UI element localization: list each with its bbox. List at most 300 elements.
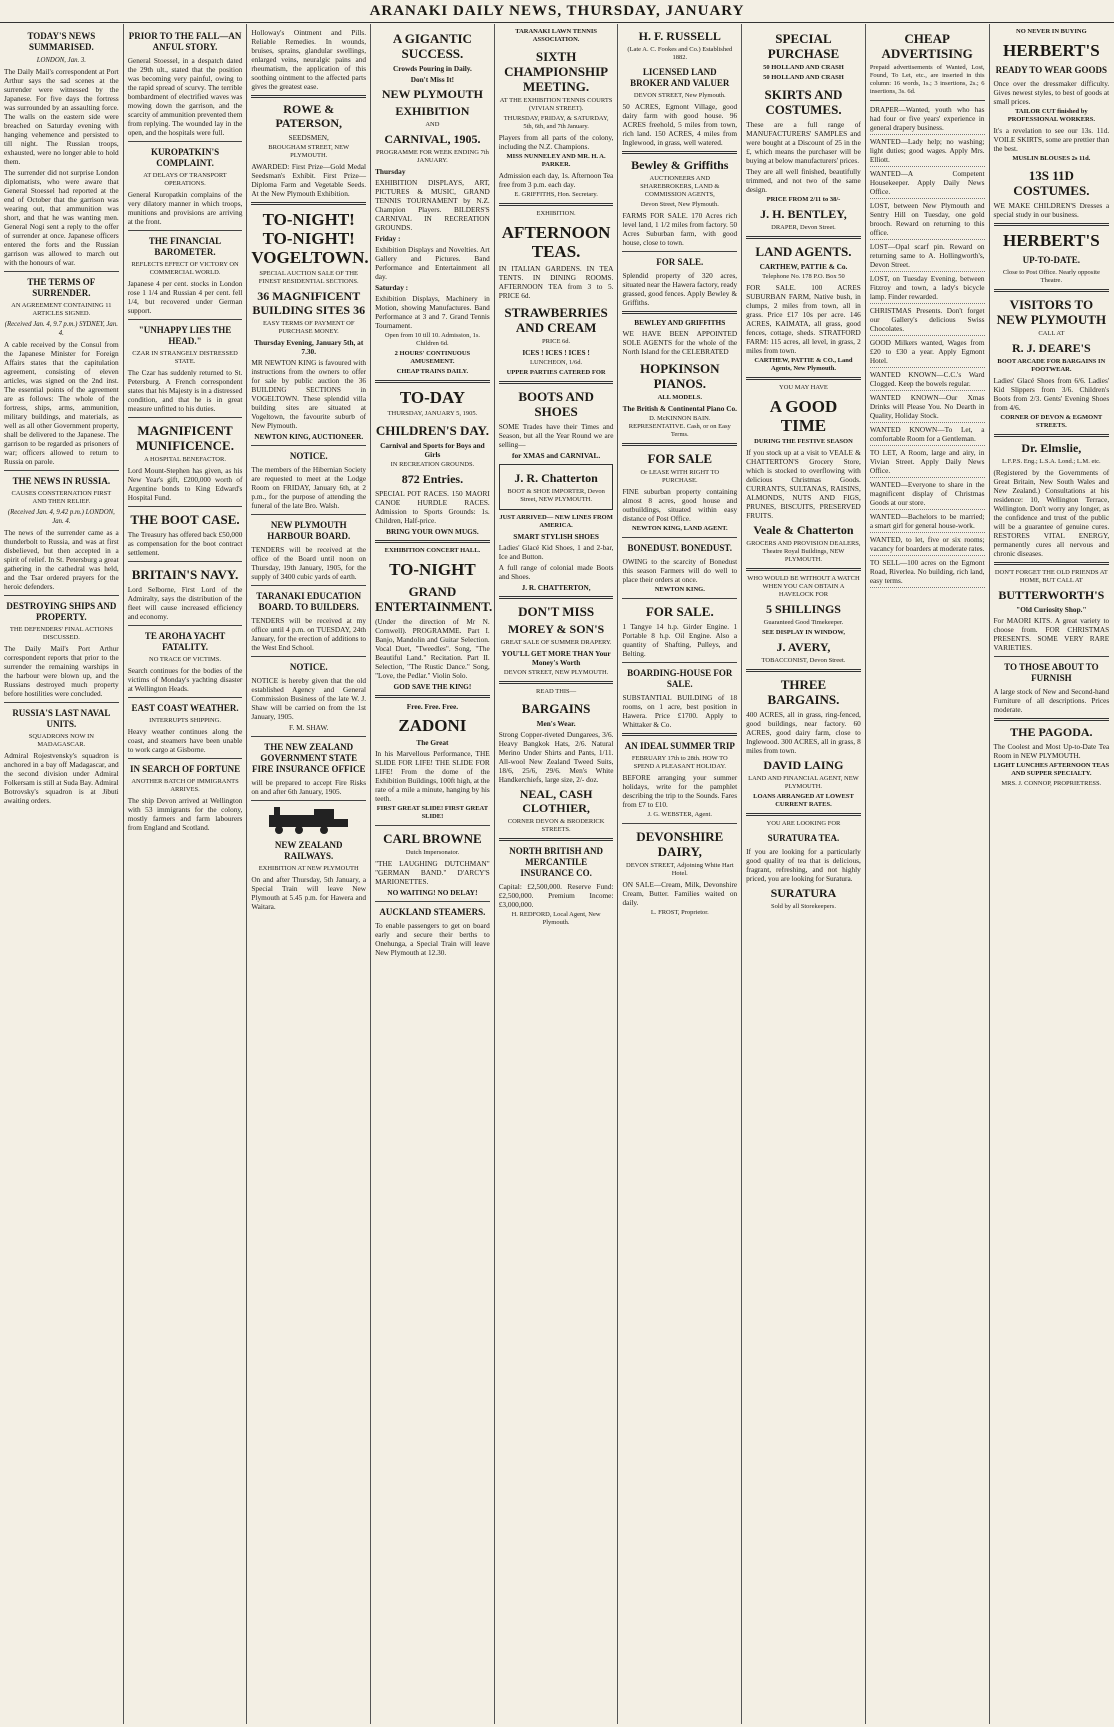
- advert-text: Once over the dressmaker difficulty. Gives newest styles, to best of goods at small prices.: [993, 79, 1110, 106]
- advert-title: CHILDREN'S DAY.: [375, 423, 489, 438]
- divider: [128, 417, 243, 418]
- advert-sub: SMART STYLISH SHOES: [513, 532, 599, 541]
- subheadline: NO TRACE OF VICTIMS.: [149, 656, 222, 663]
- divider: [251, 800, 366, 801]
- advert-title: "Old Curiosity Shop.": [1016, 605, 1087, 614]
- advert-text: IN ITALIAN GARDENS. IN TEA TENTS. IN DINING ROOMS. AFTERNOON TEA from 3 to 5. PRICE 6d.: [498, 264, 614, 300]
- divider: [128, 506, 243, 507]
- article-text: General Stoessel, in a despatch dated the 29th ult., stated that the position was becoming very painful, owing to the rapid spread of scurvy. The terrible bombardment of electrified waves was mowing down the garrison, and the scarcity of ammunition prevented them from replying. The wounded lay in the open, and the hospitals were full.: [127, 56, 243, 137]
- advert-headline: AN IDEAL SUMMER TRIP: [624, 741, 735, 751]
- advert-name: J. AVERY,: [776, 640, 831, 654]
- headline: EAST COAST WEATHER.: [131, 703, 239, 713]
- advert-name: HERBERT'S: [1002, 231, 1100, 250]
- divider: [128, 141, 243, 142]
- advert-text: for XMAS and CARNIVAL.: [512, 451, 601, 460]
- subheadline: REFLECTS EFFECT OF VICTORY ON COMMERCIAL WORLD.: [131, 261, 239, 276]
- advert-day: Saturday :: [375, 283, 409, 292]
- advert-name: ROWE & PATERSON,: [275, 102, 342, 130]
- divider: [251, 585, 366, 586]
- advert-text: FIRST GREAT SLIDE! FIRST GREAT SLIDE!: [376, 805, 489, 820]
- article-text: Japanese 4 per cent. stocks in London rose 1 1/4 and Russian 4 per cent. fell 1/4, but recovered under German support.: [127, 279, 243, 315]
- column-6: [618, 24, 742, 1724]
- advert-text: CHEAP TRAINS DAILY.: [396, 368, 469, 375]
- advert-name: THE PAGODA.: [1010, 725, 1093, 739]
- advert-number: 36 MAGNIFICENT BUILDING SITES 36: [252, 289, 366, 317]
- headline: BRITAIN'S NAVY.: [131, 567, 239, 582]
- notice-text: TENDERS will be received at my office until 4 p.m. on TUESDAY, 24th January, for the erection of additions to the West End School.: [251, 616, 367, 652]
- advert-title: GRAND ENTERTAINMENT.: [375, 584, 493, 614]
- divider: [746, 236, 861, 239]
- advert-sign: E. GRIFFITHS, Hon. Secretary.: [514, 191, 598, 198]
- notice-text: The members of the Hibernian Society are requested to meet at the Lodge Room on FRIDAY, January 6th, at 2 p.m., for the purpose of attending the funeral of the late Bro. Walsh.: [251, 465, 367, 510]
- advert-title: HOPKINSON PIANOS.: [640, 361, 720, 391]
- article-text: The ship Devon arrived at Wellington with 53 immigrants for the colony, mostly farmers and farm labourers from England and Scotland.: [127, 796, 243, 832]
- advert-text: ICES ! ICES ! ICES !: [522, 348, 590, 357]
- advert-text: If you stock up at a visit to VEALE & CHATTERTON'S Grocery Store, which is stocked to overflowing with delicious Christmas Goods. CURRANTS, SULTANAS, RAISINS, ALMONDS, NUTS AND FIGS, PRUNES, BISCUITS, PRESERVED FRUITS.: [746, 448, 861, 520]
- advert-text: LIGHT LUNCHES AFTERNOON TEAS AND SUPPER SPECIALTY.: [993, 762, 1110, 777]
- divider: [622, 662, 737, 663]
- advert-day: Thursday: [375, 167, 406, 176]
- divider: [375, 695, 490, 698]
- divider: [375, 825, 490, 826]
- subheadline: AN AGREEMENT CONTAINING 11 ARTICLES SIGNED.: [11, 302, 112, 317]
- advert-sign: NEWTON KING, LAND AGENT.: [631, 525, 728, 532]
- advert-text: EASY TERMS OF PAYMENT OF PURCHASE MONEY.: [262, 320, 355, 335]
- advert-text: 400 ACRES, all in grass, ring-fenced, good buildings, near factory. 60 ACRES, good dairy farm, close to Inglewood. 300 ACRES, all in grass, 8 miles from town.: [746, 710, 861, 755]
- advert-headline: LAND AGENTS.: [755, 244, 852, 259]
- advert-text: LOANS ARRANGED AT LOWEST CURRENT RATES.: [753, 793, 854, 808]
- divider: [622, 151, 737, 154]
- advert-headline: ZADONI: [398, 716, 467, 735]
- advert-sub: EXHIBITION.: [536, 210, 576, 217]
- divider: [499, 596, 614, 599]
- advert-sub: DON'T FORGET THE OLD FRIENDS AT HOME, BUT CALL AT: [994, 569, 1108, 584]
- column-9: [990, 24, 1114, 1724]
- advert-headline: TO THOSE ABOUT TO FURNISH: [1004, 662, 1099, 683]
- column-5: [495, 24, 619, 1724]
- advert-name: Dr. Elmslie,: [1021, 441, 1082, 455]
- advert-text: BEFORE arranging your summer holidays, write for the pamphlet describing the trip to the Sounds. Fares from £7 to £10.: [622, 773, 738, 809]
- divider: [994, 718, 1110, 721]
- advert-name: J. R. Chatterton: [514, 471, 598, 485]
- advert-title: CARNIVAL, 1905.: [384, 132, 481, 146]
- classified-item: WANTED—Everyone to share in the magnificent display of Christmas Goods at our store.: [870, 480, 985, 510]
- advert-sub: Or LEASE WITH RIGHT TO PURCHASE.: [640, 469, 720, 484]
- article-text: The Daily Mail's correspondent at Port Arthur says the sad scenes at the surrender were witnessed by the Japanese. For five days the fortress was surrounded by an assaulting force. The walls on the eastern side were breached on Saturday evening with hanging vehemence and persisted to till night. The Russian troops, exhausted, were no longer able to hold them.: [4, 67, 119, 166]
- advert-sub: YOU ARE LOOKING FOR: [766, 820, 841, 827]
- dateline: (Received Jan. 4, 9.7 p.m.) SYDNEY, Jan. 4.: [4, 321, 118, 337]
- article-text: The surrender did not surprise London diplomatists, who were aware that General Stoessel had reported at the end of October that the garrison was wearing out, that ammunition was short, and that he was wanting men. General Nogi sent a reply to the offer of surrender at once. Japanese officers entered the forts and the Russian garrison was allowed to march out with the honours of war.: [4, 168, 119, 267]
- advert-text: FARMS FOR SALE. 170 Acres rich level land, 1 1/2 miles from factory. 50 Acres Suburban farm, with good house, close to town.: [622, 211, 738, 247]
- advert-text: LUNCHEON, 1/6d.: [530, 359, 583, 366]
- divider: [499, 838, 614, 841]
- advert-headline: TO-DAY: [399, 388, 465, 407]
- advert-sub: LAND AND FINANCIAL AGENT, NEW PLYMOUTH.: [748, 775, 859, 790]
- advert-sub: EXHIBITION CONCERT HALL.: [384, 547, 481, 554]
- notice-head: TARANAKI EDUCATION BOARD. TO BUILDERS.: [256, 591, 362, 612]
- divider: [375, 380, 490, 383]
- advert-text: UPPER PARTIES CATERED FOR: [506, 369, 606, 376]
- divider: [128, 625, 243, 626]
- advert-text: WE HAVE BEEN APPOINTED SOLE AGENTS for the whole of the North Island for the CELEBRATED: [622, 329, 738, 356]
- advert-headline: DON'T MISS: [518, 604, 595, 619]
- advert-text: NO WAITING! NO DELAY!: [387, 888, 478, 897]
- divider: [375, 540, 490, 543]
- advert-text: 50 HOLLAND AND CRASH: [763, 64, 844, 71]
- advert-text: Ladies' Glacé Shoes from 6/6. Ladies' Kid Slippers from 3/6. Children's Boots from 2/3. Gents' Evening Shoes from 4/6.: [993, 376, 1110, 412]
- article-text: The Treasury has offered back £50,000 as compensation for the boot contract settlement.: [127, 530, 243, 557]
- advert-text: Players from all parts of the colony, including the N.Z. Champions.: [498, 133, 614, 151]
- advert-sub: The Great: [416, 738, 449, 747]
- advert-text: ALL MODELS.: [657, 394, 702, 401]
- advert-name: R. J. DEARE'S: [1012, 341, 1091, 355]
- advert-title: UP-TO-DATE.: [1022, 255, 1081, 265]
- advert-headline: VISITORS TO NEW PLYMOUTH: [996, 297, 1107, 327]
- divider: [251, 445, 366, 446]
- advert-text: PRICE 6d.: [542, 338, 571, 345]
- advert-headline: SPECIAL PURCHASE: [767, 31, 840, 61]
- article-text: Lord Selborne, First Lord of the Admiralty, says the distribution of the fleet will cause increased efficiency and economy.: [127, 585, 243, 621]
- headline: RUSSIA'S LAST NAVAL UNITS.: [12, 708, 111, 729]
- advert-address: DEVON STREET, New Plymouth.: [633, 92, 726, 99]
- advert-text: ON SALE—Cream, Milk, Devonshire Cream, Butter. Families waited on daily.: [622, 880, 738, 907]
- advert-title: READY TO WEAR GOODS: [995, 65, 1108, 75]
- divider: [994, 656, 1110, 657]
- advert-text: OWING to the scarcity of Bonedust this season Farmers will do well to place their orders at once.: [622, 557, 738, 584]
- divider: [251, 95, 366, 98]
- divider: [994, 223, 1110, 226]
- advert-text: The Coolest and Most Up-to-Date Tea Room in NEW PLYMOUTH.: [993, 742, 1110, 760]
- advert-text: 1 Tangye 14 h.p. Girder Engine. 1 Portable 8 h.p. Oil Engine. Also a quantity of Shafting, Pulleys, and Belting.: [622, 622, 738, 658]
- advert-sub: DURING THE FESTIVE SEASON: [754, 438, 853, 445]
- advert-text: PROGRAMME FOR WEEK ENDING 7th JANUARY.: [375, 149, 489, 164]
- divider: [622, 733, 737, 736]
- advert-name: SURATURA: [770, 886, 837, 900]
- classified-item: GOOD Milkers wanted, Wages from £20 to £30 a year. Apply Egmont Hotel.: [870, 338, 985, 368]
- advert-text: 2 HOURS' CONTINUOUS AMUSEMENT.: [394, 350, 471, 365]
- advert-text: YOU'LL GET MORE THAN Your Money's Worth: [501, 649, 611, 667]
- advert-sub: Carnival and Sports for Boys and Girls: [380, 441, 485, 459]
- classified-item: LOST, between New Plymouth and Sentry Hill on Tuesday, one gold brooch. Reward on returning to this office.: [870, 201, 985, 240]
- advert-text: BRING YOUR OWN MUGS.: [386, 527, 479, 536]
- advert-text: "THE LAUGHING DUTCHMAN" "GERMAN BAND." D'ARCY'S MARIONETTES.: [375, 859, 490, 886]
- advert-sign: L. FROST, Proprietor.: [650, 909, 709, 916]
- advert-date: THURSDAY, JANUARY 5, 1905.: [387, 410, 478, 417]
- advert-headline: TO-NIGHT: [389, 560, 476, 579]
- headline: TE AROHA YACHT FATALITY.: [144, 631, 226, 652]
- advert-text: Exhibition Displays and Novelties. Art Gallery and Pictures. Band Performance and Entertainment all day.: [375, 245, 490, 281]
- advert-headline: SURATURA TEA.: [767, 833, 840, 843]
- advert-sub: READ THIS—: [536, 688, 577, 695]
- headline: TODAY'S NEWS SUMMARISED.: [27, 31, 96, 52]
- advert-text: 50 HOLLAND AND CRASH: [763, 74, 844, 81]
- advert-sign: MRS. J. CONNOP, PROPRIETRESS.: [1001, 780, 1102, 787]
- advert-sub: NO NEVER IN BUYING: [1016, 28, 1087, 35]
- advert-sign: H. REDFORD, Local Agent, New Plymouth.: [511, 911, 601, 926]
- advert-title: NEW PLYMOUTH: [381, 87, 483, 101]
- divider: [622, 251, 737, 252]
- subheadline: THE DEFENDERS' FINAL ACTIONS DISCUSSED.: [9, 626, 113, 641]
- notice-text: NOTICE is hereby given that the old established Agency and General Commission Business of the late W. J. Shaw will be carried on from the 1st January, 1905.: [251, 676, 367, 721]
- subheadline: A HOSPITAL BENEFACTOR.: [144, 456, 226, 463]
- advert-sub: L.F.P.S. Eng.; L.S.A. Lond.; L.M. etc.: [1002, 458, 1101, 465]
- divider: [746, 377, 861, 380]
- advert-sign: J. G. WEBSTER, Agent.: [647, 811, 712, 818]
- subheadline: INTERRUPTS SHIPPING.: [149, 717, 221, 724]
- article-text: Heavy weather continues along the coast, and steamers have been unable to work cargo at Gisborne.: [127, 727, 243, 754]
- advert-text: For MAORI KITS. A great variety to choose from. FOR CHRISTMAS PRESENTS. SOME VERY RARE VARIETIES.: [993, 616, 1110, 652]
- classified-item: TO LET, A Room, large and airy, in Vivian Street. Apply Daily News Office.: [870, 448, 985, 478]
- classified-item: WANTED—A Competent Housekeeper. Apply Daily News Office.: [870, 169, 985, 199]
- divider: [128, 758, 243, 759]
- article-text: General Kuropatkin complains of the very dilatory manner in which troops, munitions and provisions are arriving at the front.: [127, 190, 243, 226]
- advert-text: EXHIBITION DISPLAYS, ART, PICTURES & MUSIC, GRAND TENNIS TOURNAMENT by N.Z. Champion Players. BILDERS'S CARNIVAL IN RECREATION GROUNDS.: [375, 178, 490, 232]
- divider: [4, 271, 119, 272]
- advert-text: D. McKINNON BAIN. REPRESENTATIVE. Cash, or on Easy Terms.: [628, 415, 731, 438]
- advert-text: Exhibition Displays, Machinery in Motion, showing Manufactures. Band Performance at 3 and 7. Grand Tennis Tournament.: [375, 294, 490, 330]
- advert-price: MUSLIN BLOUSES 2s 11d.: [1012, 155, 1091, 162]
- classified-item: WANTED KNOWN—C.C.'s Ward Clogged. Keep the bowels regular.: [870, 370, 985, 391]
- advert-text: Open from 10 till 10. Admission, 1s. Children 6d.: [384, 332, 480, 347]
- headline: PRIOR TO THE FALL—AN ANFUL STORY.: [128, 31, 242, 52]
- advert-address: BOOT & SHOE IMPORTER, Devon Street, NEW PLYMOUTH.: [507, 488, 605, 503]
- classified-item: CHRISTMAS Presents. Don't forget our Gallery's delicious Swiss Chocolates.: [870, 306, 985, 336]
- advert-sub: GROCERS AND PROVISION DEALERS, Theatre Royal Buildings, NEW PLYMOUTH.: [746, 540, 861, 563]
- column-3: [247, 24, 371, 1724]
- divider: [499, 203, 614, 206]
- masthead: ARANAKI DAILY NEWS, THURSDAY, JANUARY: [0, 0, 1114, 23]
- train-icon: [264, 805, 354, 835]
- advert-name: HERBERT'S: [1002, 41, 1100, 60]
- advert-text: 50 ACRES, Egmont Village, good dairy farm with good house. 96 ACRES freehold, 5 miles from town, rich land. 150 ACRES, 4 miles from Inglewood, in grass, well watered.: [622, 102, 738, 147]
- divider: [994, 289, 1110, 292]
- subheadline: ANOTHER BATCH OF IMMIGRANTS ARRIVES.: [131, 778, 239, 793]
- advert-sub: Men's Wear.: [536, 719, 576, 728]
- advert-sign: J. R. CHATTERTON,: [521, 583, 591, 592]
- advert-text: Strong Copper-riveted Dungarees, 3/6. Heavy Bangkok Hats, 2/6. Natural Merino Under Shirts and Pants, 1/11. All-wool New Zealand Tweed Suits, 18/6, 25/6, 29/6. Men's White Handkerchiefs, large size, 2/- doz.: [498, 730, 614, 784]
- advert-text: In his Marvellous Performance, THE SLIDE FOR LIFE! THE SLIDE FOR LIFE! From the dome of the Exhibition Buildings, 100ft high, at the rate of a mile a minute, hanging by his teeth.: [375, 749, 490, 803]
- divider: [128, 561, 243, 562]
- notice-sign: F. M. SHAW.: [289, 723, 329, 732]
- classified-item: WANTED KNOWN—To Let, a comfortable Room for a Gentleman.: [870, 425, 985, 446]
- advert-text: If you are looking for a particularly good quality of tea that is delicious, fragrant, refreshing, and not highly priced, you are looking for Suratura.: [746, 847, 861, 883]
- column-2: [124, 24, 248, 1724]
- advert-headline: FOR SALE: [647, 451, 713, 466]
- divider: [746, 813, 861, 816]
- advert-text: A full range of colonial made Boots and Shoes.: [498, 563, 614, 581]
- advert-title: 13S 11D COSTUMES.: [1013, 168, 1090, 198]
- advert-sub: Close to Post Office. Nearly opposite Theatre.: [1002, 269, 1100, 284]
- article-text: Search continues for the bodies of the victims of Monday's yachting disaster at Wellington Heads.: [127, 666, 243, 693]
- advert-text: A large stock of New and Second-hand Furniture of all descriptions. Prices moderate.: [993, 687, 1110, 714]
- classified-item: LOST, on Tuesday Evening, between Fitzroy and town, a lady's bicycle lamp. Finder rewarded.: [870, 274, 985, 304]
- advert-name: DAVID LAING: [763, 758, 844, 772]
- advert-name: CARTHEW, PATTIE & Co.: [759, 262, 848, 271]
- advert-sub: (Late A. C. Fookes and Co.) Established 1882.: [627, 46, 733, 61]
- headline: THE BOOT CASE.: [130, 512, 240, 527]
- headline: DESTROYING SHIPS AND PROPERTY.: [6, 601, 117, 622]
- advert-sub: Don't Miss It!: [410, 75, 455, 84]
- advert-title: SKIRTS AND COSTUMES.: [764, 87, 843, 117]
- advert-sub: Free. Free. Free.: [406, 702, 459, 711]
- notice-text: will be prepared to accept Fire Risks on and after 6th January, 1905.: [251, 778, 367, 796]
- advert-sub: SEEDSMEN,: [288, 133, 329, 142]
- advert-title: 872 Entries.: [401, 472, 464, 486]
- article-text: The Daily Mail's Port Arthur correspondent reports that prior to the surrender the remaining warships in the harbour were blown up, and the Russians destroyed much property before hostilities were concluded.: [4, 644, 119, 698]
- advert-text: MR NEWTON KING is favoured with instructions from the owners to offer for sale by public auction the 36 BUILDING SECTIONS in VOGELTOWN. These splendid villa building sites are situated at Vogeltown, the favourite suburb of New Plymouth.: [251, 358, 367, 430]
- advert-text: To enable passengers to get on board early and secure their berths to Onehunga, a Special Train will leave New Plymouth at 12.30.: [375, 921, 490, 957]
- advert-sub: DRAPER, Devon Street.: [771, 224, 836, 231]
- advert-headline: LICENSED LAND BROKER AND VALUER: [630, 67, 730, 88]
- divider: [622, 443, 737, 446]
- divider: [4, 595, 119, 596]
- divider: [251, 656, 366, 657]
- article-text: A cable received by the Consul from the Japanese Minister for Foreign Affairs states that the capitulation agreement, consisting of eleven articles, was signed on the 2nd inst. The essential points of the agreement are as follows: The whole of the fortress, ships, arms, ammunition, military buildings, and materials, as well as all other Government property, shall be delivered to the Japanese. The garrison to be regarded as prisoners of war; officers allowed to return to Russia on parole.: [4, 340, 119, 466]
- notice-head: NOTICE.: [289, 451, 328, 461]
- classified-item: DRAPER—Wanted, youth who has had four or five years' experience in general drapery business.: [870, 105, 985, 135]
- advert-sub: AUCTIONEERS AND SHAREBROKERS, LAND & COMMISSION AGENTS,: [640, 175, 720, 198]
- advert-text: AT THE EXHIBITION TENNIS COURTS (VIVIAN STREET).: [499, 97, 613, 112]
- advert-headline: TO-NIGHT! TO-NIGHT! VOGELTOWN.: [251, 210, 369, 267]
- advert-text: TAILOR CUT finished by PROFESSIONAL WORKERS.: [1007, 108, 1095, 123]
- advert-title: STRAWBERRIES AND CREAM: [504, 305, 608, 335]
- headline: "UNHAPPY LIES THE HEAD.": [138, 325, 232, 346]
- divider: [499, 381, 614, 384]
- headline: IN SEARCH OF FORTUNE: [129, 764, 241, 774]
- advert-text: It's a revelation to see our 13s. 11d. VOILE SKIRTS, some are prettier than the best.: [993, 126, 1110, 153]
- advert-text: Admission each day, 1s. Afternoon Tea free from 3 p.m. each day.: [498, 171, 614, 189]
- column-7: [742, 24, 866, 1724]
- advert-text: Sold by all Storekeepers.: [770, 903, 836, 910]
- notice-sub: EXHIBITION AT NEW PLYMOUTH: [258, 865, 359, 872]
- advert-text: IN RECREATION GROUNDS.: [390, 461, 475, 468]
- advert-name: BUTTERWORTH'S: [998, 588, 1105, 602]
- advert-address: DEVON STREET, Adjoining White Hart Hotel.: [626, 862, 734, 877]
- advert-box: [499, 464, 614, 510]
- advert-text: MISS NUNNELEY AND MR. H. A. PARKER.: [506, 153, 606, 168]
- advert-address: BROUGHAM STREET, NEW PLYMOUTH.: [268, 144, 350, 159]
- advert-text: (Registered by the Governments of Great Britain, New South Wales and New Zealand.) Consultations at his residence: 10, Wellington Terrace, Wellington. Don't worry any longer, as the confidence and trust of the public will be a guarantee of genuine cures. RESTORES VITAL ENERGY, permanently cures all nervous and chronic diseases.: [993, 468, 1110, 558]
- advert-text: SUBSTANTIAL BUILDING of 18 rooms, on 1 acre, best position in Hawera. Price £1700. Apply to Whittaker & Co.: [622, 693, 738, 729]
- divider: [251, 736, 366, 737]
- headline: KUROPATKIN'S COMPLAINT.: [150, 147, 220, 168]
- divider: [251, 202, 366, 205]
- subheadline: CZAR IN STRANGELY DISTRESSED STATE.: [132, 350, 238, 365]
- advert-text: WE MAKE CHILDREN'S Dresses a special study in our business.: [993, 201, 1110, 219]
- advert-day: Friday :: [375, 234, 401, 243]
- divider: [251, 514, 366, 515]
- advert-headline: A GIGANTIC SUCCESS.: [392, 31, 472, 61]
- advert-headline: DEVONSHIRE DAIRY,: [636, 829, 724, 859]
- advert-sub: YOU MAY HAVE: [779, 384, 828, 391]
- advert-date: THURSDAY, FRIDAY, & SATURDAY, 5th, 6th, and 7th January.: [503, 115, 609, 130]
- advert-name: NEAL, CASH CLOTHIER,: [519, 787, 593, 815]
- advert-name: BEWLEY AND GRIFFITHS: [634, 318, 726, 327]
- advert-text: FINE suburban property containing almost 8 acres, good house and outbuildings, situated within easy distance of Post Office.: [622, 487, 738, 523]
- classified-item: WANTED, to let, five or six rooms; vacancy for boarders at moderate rates.: [870, 535, 985, 556]
- divider: [4, 470, 119, 471]
- divider: [994, 434, 1110, 437]
- advert-price: 5 SHILLINGS: [765, 602, 841, 616]
- notice-head: THE NEW ZEALAND GOVERNMENT STATE FIRE INSURANCE OFFICE: [251, 742, 366, 774]
- advert-text: AWARDED: First Prize—Gold Medal Seedsman's Exhibit. First Prize—Diploma Farm and Vegetable Seeds. At the New Plymouth Exhibition.: [251, 162, 367, 198]
- advert-headline: SIXTH CHAMPIONSHIP MEETING.: [504, 49, 609, 94]
- article-text: Admiral Rojestvensky's squadron is anchored in a bay off Madagascar, and the second division under Admiral Folkersam is still at Suda Bay. Admiral Botrovsky's squadron is at Jibuti awaiting orders.: [4, 751, 119, 805]
- advert-sub: Dutch Impersonator.: [405, 849, 460, 856]
- advert-headline: BARGAINS: [521, 701, 591, 716]
- classified-item: WANTED—Bachelors to be married; a smart girl for general house-work.: [870, 512, 985, 533]
- advert-text: SPECIAL POT RACES. 150 MAORI CANOE HURDLE RACES. Admission to Sports Grounds: 1s. Children, Half-price.: [375, 489, 490, 525]
- advert-date: Thursday Evening, January 5th, at 7.30.: [254, 338, 364, 356]
- advert-sub: JUST ARRIVED— NEW LINES FROM AMERICA.: [499, 514, 613, 529]
- divider: [622, 598, 737, 599]
- advert-headline: FOR SALE.: [656, 257, 704, 267]
- column-8: [866, 24, 990, 1724]
- article-text: Lord Mount-Stephen has given, as his New Year's gift, £200,000 worth of Argentine bonds to King Edward's Hospital Fund.: [127, 466, 243, 502]
- advert-name: Bewley & Griffiths: [631, 158, 729, 172]
- headline: THE FINANCIAL BAROMETER.: [148, 236, 222, 257]
- advert-address: CORNER OF DEVON & EGMONT STREETS.: [1000, 414, 1103, 429]
- advert-text: WHO WOULD BE WITHOUT A WATCH WHEN YOU CAN OBTAIN A HAVELOCK FOR: [747, 575, 860, 598]
- advert-text: SPECIAL AUCTION SALE OF THE FINEST RESIDENTIAL SECTIONS.: [258, 270, 359, 285]
- subheadline: CAUSES CONSTERNATION FIRST AND THEN RELIEF.: [11, 490, 112, 505]
- advert-headline: FOR SALE.: [645, 604, 714, 619]
- advert-text: GREAT SALE OF SUMMER DRAPERY.: [500, 639, 612, 646]
- advert-headline: BOOTS AND SHOES: [518, 389, 594, 419]
- divider: [622, 537, 737, 538]
- classified-item: WANTED—Lady help; no washing; light duties; good wages. Apply Mrs. Elliott.: [870, 137, 985, 167]
- subheadline: SQUADRONS NOW IN MADAGASCAR.: [28, 733, 94, 748]
- advert-sign: NEWTON KING.: [654, 586, 705, 593]
- advert-name: Veale & Chatterton: [753, 523, 854, 537]
- advert-headline: NORTH BRITISH AND MERCANTILE INSURANCE CO.: [509, 846, 603, 878]
- column-1: [0, 24, 124, 1724]
- advert-sign: CARTHEW, PATTIE & CO., Land Agents, New Plymouth.: [754, 357, 853, 372]
- advert-sub: TARANAKI LAWN TENNIS ASSOCIATION.: [515, 28, 597, 43]
- advert-text: Capital: £2,500,000. Reserve Fund: £2,500,000. Premium Income: £3,000,000.: [498, 882, 614, 909]
- advert-name: H. F. RUSSELL: [638, 29, 721, 43]
- advert-text: SEE DISPLAY IN WINDOW,: [761, 629, 845, 636]
- article-text: Holloway's Ointment and Pills. Reliable Remedies. In wounds, bruises, sprains, glandular swellings, enlarged veins, neuralgic pains and rheumatism, the application of this soothing ointment to the affected parts gives the greatest ease.: [251, 28, 367, 91]
- advert-text: Splendid property of 320 acres, situated near the Hawera factory, ready grassed, good fences. Apply Bewley & Griffiths.: [622, 271, 738, 307]
- advert-text: FOR SALE. 100 ACRES SUBURBAN FARM, Native bush, in clumps, 2 miles from town, all in grass. Price £17 10s per acre. 146 ACRES, KAIMATA, all grass, good fences, cottage, sheds. STRATFORD FARM: 115 acres, all level, in grass, 2 miles from town.: [746, 283, 861, 355]
- advert-address: DEVON STREET, NEW PLYMOUTH.: [503, 669, 609, 676]
- advert-headline: BOARDING-HOUSE FOR SALE.: [627, 668, 733, 689]
- advert-text: (Under the direction of Mr N. Cornwell). PROGRAMME. Part I. Banjo, Mandolin and Guitar Selection. Vocal Duet, "Tweedles". Song, "The Beautiful Land." Recitation. Part II. Selection, "The Rustic Dance." Song, "Love, the Pedlar." Violin Solo.: [375, 617, 490, 680]
- advert-address: CORNER DEVON & BRODERICK STREETS.: [507, 818, 605, 833]
- advert-headline: AFTERNOON TEAS.: [501, 223, 611, 261]
- advert-text: Ladies' Glacé Kid Shoes, 1 and 2-bar, Ice and Button.: [498, 543, 614, 561]
- classified-item: LOST—Opal scarf pin. Reward on returning same to A. Hollingworth's, Devon Street.: [870, 242, 985, 272]
- advert-contact: Telephone No. 178 P.O. Box 50: [762, 273, 845, 280]
- advert-sub: BOOT ARCADE FOR BARGAINS IN FOOTWEAR.: [997, 358, 1106, 373]
- divider: [622, 823, 737, 824]
- advert-text: Guaranteed Good Timekeeper.: [763, 619, 844, 626]
- notice-text: TENDERS will be received at the office of the Board until noon on Thursday, 19th January, 1905, for the supply of 3400 cubic yards of earth.: [251, 545, 367, 581]
- divider: [128, 230, 243, 231]
- headline: MAGNIFICENT MUNIFICENCE.: [136, 423, 234, 453]
- divider: [375, 901, 490, 902]
- advert-text: AND: [425, 121, 440, 128]
- advert-title: EXHIBITION: [395, 104, 470, 118]
- divider: [746, 568, 861, 571]
- advert-text: These are a full range of MANUFACTURERS' SAMPLES and were bought at a Discount of 25 in the £, which means the purchaser will be buying at below manufacturers' prices.: [746, 120, 861, 165]
- advert-sub: TOBACCONIST, Devon Street.: [761, 657, 846, 664]
- divider: [128, 319, 243, 320]
- advert-text: SOME Trades have their Times and Season, but all the Year Round we are selling—: [498, 422, 614, 449]
- advert-headline: A GOOD TIME: [769, 397, 838, 435]
- divider: [622, 311, 737, 314]
